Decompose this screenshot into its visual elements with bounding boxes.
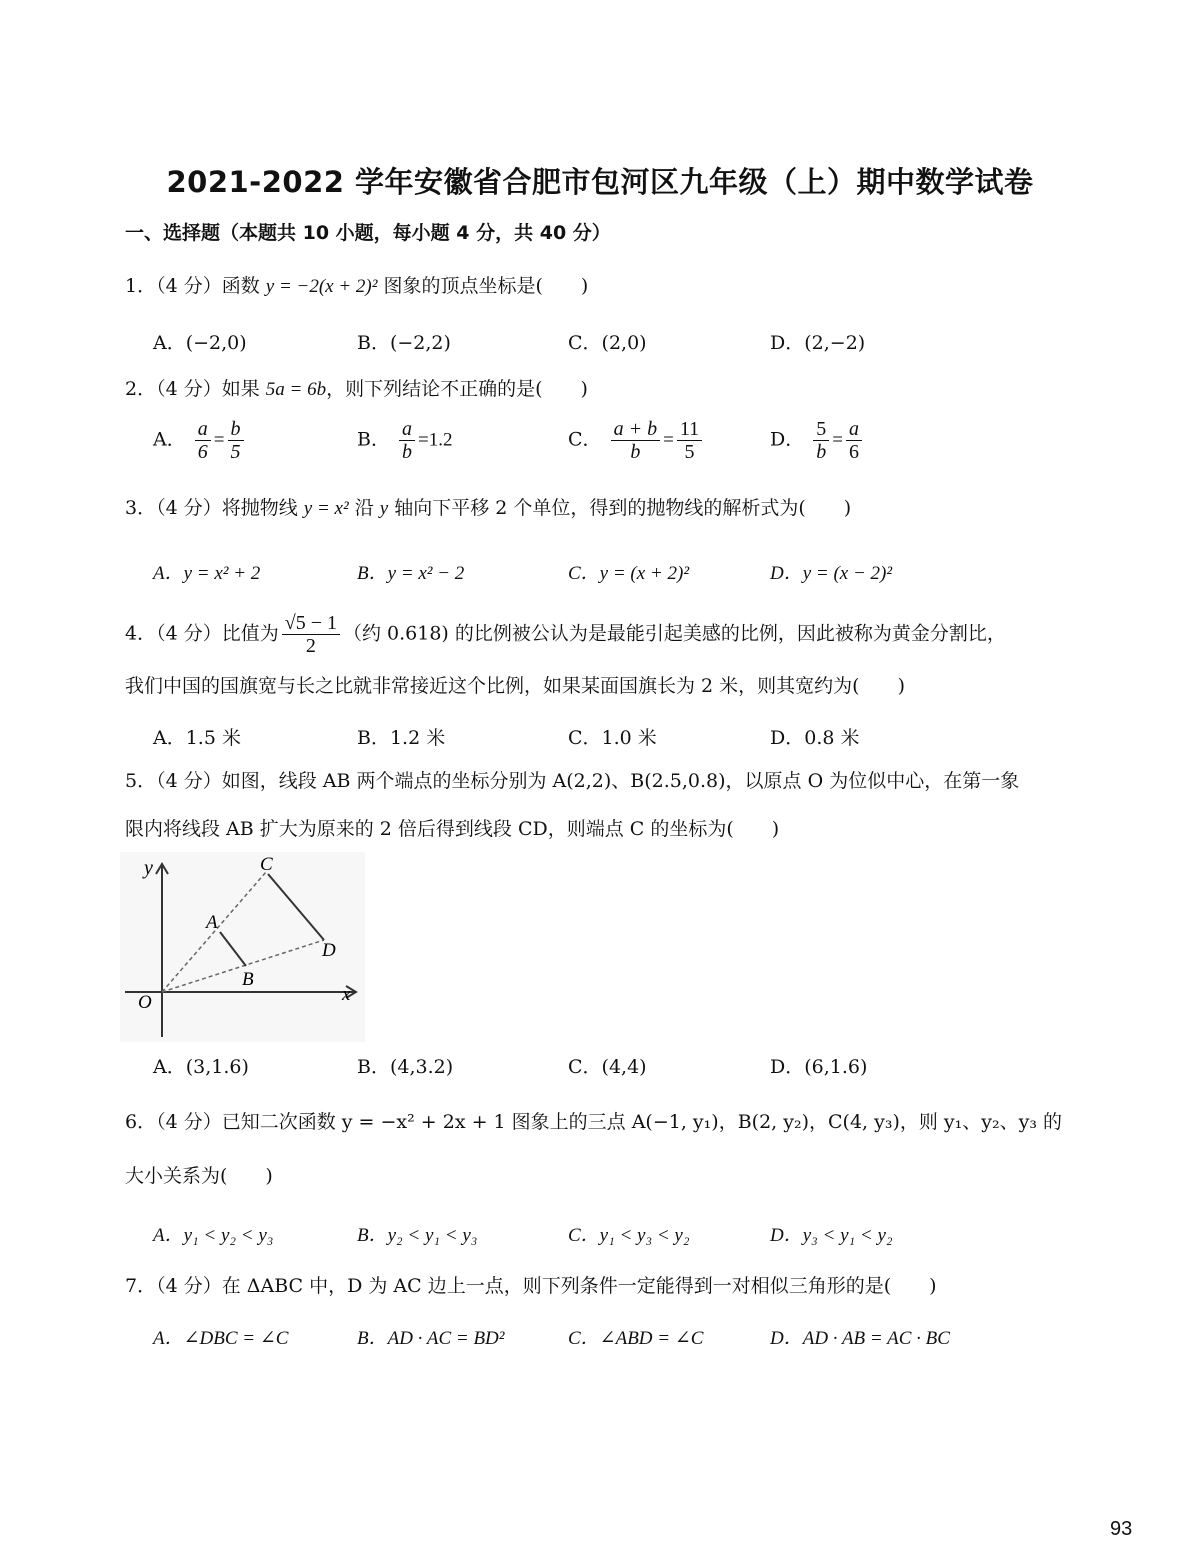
q1-formula: y = −2(x + 2)² <box>265 276 378 297</box>
q5-figure <box>120 852 365 1042</box>
q6-option-b[interactable]: B．y₂ < y₁ < y₃ <box>357 1225 478 1246</box>
q7-option-d[interactable]: D．AD · AB = AC · BC <box>770 1328 950 1349</box>
q1-text-b: 图象的顶点坐标是( ) <box>377 275 589 297</box>
q2-c-frac-left: $\frac{a + b}{b}$ <box>611 418 661 463</box>
label-A: A <box>206 912 218 933</box>
q4-text-b: （约 0.618) 的比例被公认为是最能引起美感的比例，因此被称为黄金分割比， <box>342 622 1006 645</box>
q3-option-b[interactable]: B．y = x² − 2 <box>357 563 465 584</box>
q5-option-d[interactable]: D．(6,1.6) <box>770 1056 868 1078</box>
question-7-stem: 7．（4 分）在 ΔABC 中，D 为 AC 边上一点，则下列条件一定能得到一对相似三角形的是( ) <box>125 1275 937 1297</box>
q3-y: y <box>379 498 389 519</box>
q2-b-frac: $\frac{a}{b}$ <box>399 418 415 463</box>
q2-d-frac-left: $\frac{5}{b}$ <box>813 418 829 463</box>
question-6-stem-line1: 6．（4 分）已知二次函数 y = −x² + 2x + 1 图象上的三点 A(−1, y₁)，B(2, y₂)，C(4, y₃)，则 y₁、y₂、y₃ 的 <box>125 1111 1063 1133</box>
q2-c-frac-right: $\frac{11}{5}$ <box>677 418 702 463</box>
page-title: 2021-2022 学年安徽省合肥市包河区九年级（上）期中数学试卷 <box>166 165 1034 199</box>
q6-option-a[interactable]: A．y₁ < y₂ < y₃ <box>153 1225 274 1246</box>
q2-option-d[interactable]: D． $\frac{5}{b}$ = $\frac{a}{6}$ <box>770 418 865 463</box>
q2-d-label: D． <box>770 428 805 451</box>
q5-option-a[interactable]: A．(3,1.6) <box>153 1056 249 1078</box>
label-y: y <box>144 857 153 879</box>
q2-a-label: A． <box>153 428 186 451</box>
label-C: C <box>260 854 273 875</box>
page-number: 93 <box>1110 1518 1133 1540</box>
q1-text-a: 1．（4 分）函数 <box>125 275 266 297</box>
question-3-stem <box>125 494 851 523</box>
q6-option-c[interactable]: C．y₁ < y₃ < y₂ <box>568 1225 690 1246</box>
q5-option-b[interactable]: B．(4,3.2) <box>357 1056 454 1078</box>
q3-option-a[interactable]: A．y = x² + 2 <box>153 563 261 584</box>
label-O: O <box>138 992 152 1013</box>
question-6-stem-line2: 大小关系为( ) <box>125 1165 273 1187</box>
question-5-stem-line2: 限内将线段 AB 扩大为原来的 2 倍后得到线段 CD，则端点 C 的坐标为( ) <box>125 818 780 840</box>
q3-formula: y = x² <box>303 498 349 519</box>
q1-option-d[interactable]: D．(2,−2) <box>770 332 866 354</box>
q3-text-a: 3．（4 分）将抛物线 <box>125 497 304 519</box>
q3-text-c: 轴向下平移 2 个单位，得到的抛物线的解析式为( ) <box>388 497 852 519</box>
q2-option-b[interactable]: B． $\frac{a}{b}$ =1.2 <box>357 418 453 463</box>
q1-option-a[interactable]: A．(−2,0) <box>153 332 247 354</box>
q3-text-b: 沿 <box>348 497 380 519</box>
q2-b-label: B． <box>357 428 390 451</box>
q2-a-frac-right: $\frac{b}{5}$ <box>228 418 244 463</box>
q7-option-c[interactable]: C．∠ABD = ∠C <box>568 1328 704 1349</box>
label-x: x <box>342 984 351 1005</box>
question-1-stem <box>125 272 588 301</box>
question-5-stem-line1: 5．（4 分）如图，线段 AB 两个端点的坐标分别为 A(2,2)、B(2.5,0.8)，以原点 O 为位似中心，在第一象 <box>125 770 1020 792</box>
q2-d-frac-right: $\frac{a}{6}$ <box>846 418 862 463</box>
q2-c-label: C． <box>568 428 602 451</box>
q2-text-a: 2．（4 分）如果 <box>125 378 266 400</box>
q7-option-b[interactable]: B．AD · AC = BD² <box>357 1328 505 1349</box>
q4-option-a[interactable]: A．1.5 米 <box>153 727 241 749</box>
q4-text-a: 4．（4 分）比值为 <box>125 622 279 645</box>
label-D: D <box>322 940 336 961</box>
q5-option-c[interactable]: C．(4,4) <box>568 1056 647 1078</box>
question-2-stem <box>125 375 588 404</box>
q4-option-b[interactable]: B．1.2 米 <box>357 727 446 749</box>
q4-golden-ratio-frac: $\frac{√5 - 1}{2}$ <box>282 612 340 657</box>
q4-option-d[interactable]: D．0.8 米 <box>770 727 860 749</box>
q2-option-c[interactable]: C． $\frac{a + b}{b}$ = $\frac{11}{5}$ <box>568 418 705 463</box>
q2-formula: 5a = 6b <box>265 379 327 400</box>
q2-a-frac-left: $\frac{a}{6}$ <box>195 418 211 463</box>
section-heading: 一、选择题（本题共 10 小题，每小题 4 分，共 40 分） <box>125 222 611 244</box>
q3-option-c[interactable]: C．y = (x + 2)² <box>568 563 690 584</box>
question-4-stem-line2: 我们中国的国旗宽与长之比就非常接近这个比例，如果某面国旗长为 2 米，则其宽约为( ) <box>125 675 905 697</box>
label-B: B <box>242 969 254 990</box>
question-4-stem-line1 <box>125 612 1006 657</box>
q4-option-c[interactable]: C．1.0 米 <box>568 727 657 749</box>
q2-text-b: ，则下列结论不正确的是( ) <box>326 378 588 400</box>
q6-option-d[interactable]: D．y₃ < y₁ < y₂ <box>770 1225 893 1246</box>
q1-option-c[interactable]: C．(2,0) <box>568 332 647 354</box>
q3-option-d[interactable]: D．y = (x − 2)² <box>770 563 893 584</box>
q7-option-a[interactable]: A．∠DBC = ∠C <box>153 1328 289 1349</box>
q2-option-a[interactable]: A． $\frac{a}{6}$ = $\frac{b}{5}$ <box>153 418 247 463</box>
q1-option-b[interactable]: B．(−2,2) <box>357 332 451 354</box>
